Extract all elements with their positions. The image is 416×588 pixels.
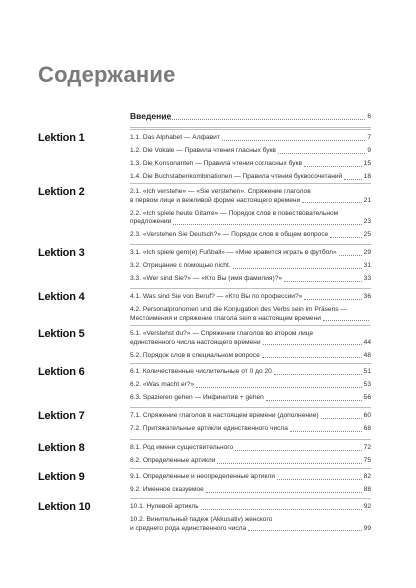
toc-entry[interactable]	[130, 352, 371, 361]
page-number: 21	[363, 196, 371, 204]
toc-entry[interactable]	[130, 134, 371, 143]
lesson-label: Lektion 7	[38, 410, 85, 422]
entry-text: 1.1. Das Alphabet — Алфавит	[130, 134, 220, 141]
page-number: 72	[363, 444, 371, 451]
entry-text: 4.2. Personalpronomen und die Konjugation des Verbs sein im Präsens —	[130, 306, 347, 313]
toc-entry[interactable]	[130, 412, 371, 421]
leader-dots	[330, 237, 361, 238]
toc-entry[interactable]	[130, 147, 371, 156]
section-divider	[130, 439, 371, 440]
entry-text: 2.1. «Ich verstehe» — «Sie verstehen». Спряжение глаголов	[130, 188, 311, 195]
leader-dots	[290, 431, 362, 432]
section-divider	[130, 288, 371, 289]
entry-text: 5.2. Порядок слов в специальном вопросе	[130, 351, 260, 359]
leader-dots	[248, 530, 361, 531]
toc-entry[interactable]	[130, 394, 371, 403]
toc-entry[interactable]	[130, 249, 371, 258]
page-number: 9	[367, 147, 371, 154]
leader-dots	[266, 400, 362, 401]
entry-text: 1.2. Die Vokale — Правила чтения гласных букв	[130, 147, 276, 154]
toc-entry[interactable]	[130, 425, 371, 434]
toc-entry[interactable]	[130, 160, 371, 169]
page-number: 7	[367, 134, 371, 141]
toc-entry[interactable]	[130, 368, 371, 377]
leader-dots	[339, 255, 362, 256]
page-number: 44	[363, 338, 371, 346]
leader-dots	[206, 492, 362, 493]
leader-dots	[222, 140, 365, 141]
toc-entry[interactable]	[130, 381, 371, 390]
section-divider	[130, 325, 371, 326]
leader-dots	[201, 509, 362, 510]
leader-dots	[196, 387, 361, 388]
leader-dots	[277, 479, 362, 480]
lesson-label: Lektion 3	[38, 247, 85, 259]
page-number: 18	[363, 173, 371, 180]
page-number: 92	[363, 503, 371, 510]
toc-entry[interactable]	[130, 275, 371, 284]
toc-entry[interactable]	[130, 262, 371, 271]
toc-entry[interactable]	[130, 473, 371, 482]
leader-dots	[262, 357, 362, 358]
leader-dots	[173, 224, 361, 225]
page-number: 31	[363, 262, 371, 269]
section-divider	[130, 498, 371, 499]
page-number: 51	[363, 368, 371, 375]
entry-text: 6.2. «Was macht er?»	[130, 381, 195, 388]
entry-text: 3.2. Отрицание с помощью nicht.	[130, 262, 231, 269]
page-number: 88	[363, 486, 371, 493]
entry-text: 8.1. Род имени существительного	[130, 444, 234, 451]
page-number: 75	[363, 457, 371, 464]
section-divider	[130, 129, 371, 130]
intro-label: Введение	[130, 111, 172, 121]
toc-entry[interactable]	[130, 516, 371, 533]
page-number: 15	[363, 160, 371, 167]
entry-text: 7.1. Спряжение глаголов в настоящем времени (дополнение)	[130, 412, 319, 419]
entry-text: 9.2. Именное сказуемое	[130, 486, 204, 493]
leader-dots	[274, 374, 362, 375]
lesson-label: Lektion 1	[38, 132, 85, 144]
page-number: 56	[363, 394, 371, 401]
entry-text: 4.1. Was sind Sie von Beruf? — «Кто Вы по профессии?»	[130, 293, 303, 300]
entry-text: 6.1. Количественные числительные от 0 до 20	[130, 368, 272, 375]
leader-dots	[235, 450, 361, 451]
toc-entry[interactable]	[130, 210, 371, 227]
entry-text: 6.3. Spazieren gehen — Инфинитив + gehen	[130, 394, 264, 401]
toc-entry[interactable]	[130, 231, 371, 240]
section-divider	[130, 127, 371, 128]
toc-entry[interactable]	[130, 330, 371, 347]
section-divider	[130, 183, 371, 184]
leader-dots	[233, 268, 362, 269]
page-number: 25	[363, 231, 371, 238]
entry-text: 10.1. Нулевой артикль	[130, 503, 199, 510]
leader-dots	[323, 320, 369, 321]
page-number: 60	[363, 412, 371, 419]
entry-text: 3.1. «Ich spiele gern(e) Fußball» — «Мне нравится играть в футбол»	[130, 249, 337, 256]
leader-dots	[304, 166, 362, 167]
entry-text: 1.4. Die Buchstabenkombinationen — Правила чтения буквосочетаний	[130, 173, 343, 180]
section-divider	[130, 468, 371, 469]
entry-text: 5.1. «Verstehst du?» — Спряжение глаголов во втором лице	[130, 330, 314, 337]
toc-entry[interactable]	[130, 293, 371, 302]
entry-text: 8.2. Определенные артикли	[130, 457, 216, 464]
page-number: 53	[363, 381, 371, 388]
lesson-label: Lektion 6	[38, 366, 85, 378]
entry-text: 3.3. «Wer sind Sie?» — «Кто Вы (имя фамилия)?»	[130, 275, 283, 282]
entry-text: 7.2. Притяжательные артикли единственного числа	[130, 425, 288, 432]
leader-dots	[344, 179, 361, 180]
entry-text: единственного числа настоящего времени	[130, 338, 261, 346]
entry-text: предложении	[130, 218, 172, 225]
leader-dots	[263, 344, 362, 345]
toc-entry[interactable]	[130, 173, 371, 182]
leader-dots	[284, 281, 362, 282]
page-number: 82	[363, 473, 371, 480]
section-divider	[130, 363, 371, 364]
section-divider	[130, 244, 371, 245]
lesson-label: Lektion 10	[38, 501, 91, 513]
leader-dots	[321, 418, 362, 419]
page-number: 68	[363, 425, 371, 432]
toc-entry[interactable]	[130, 444, 371, 453]
lesson-label: Lektion 9	[38, 471, 85, 483]
entry-text: 10.2. Винительный падеж (Akkusativ) женского	[130, 516, 273, 523]
entry-text: 9.1. Определенные и неопределенные артикли	[130, 473, 276, 480]
entry-text: 2.3. «Verstehen Sie Deutsch?» — Порядок слов в общем вопросе	[130, 231, 329, 238]
page-number: 36	[363, 293, 371, 300]
lesson-label: Lektion 4	[38, 291, 85, 303]
leader-dots	[278, 153, 365, 154]
page-number: 23	[363, 218, 371, 225]
page-number: 29	[363, 249, 371, 256]
page-number: 48	[363, 351, 371, 359]
page-number: 99	[363, 524, 371, 532]
toc-entry[interactable]	[130, 486, 371, 495]
page-number: 33	[363, 275, 371, 282]
leader-dots	[304, 299, 361, 300]
lesson-label: Lektion 2	[38, 186, 85, 198]
toc-entry[interactable]	[130, 457, 371, 466]
entry-text: и среднего рода единственного числа	[130, 524, 247, 532]
entry-text: 2.2. «Ich spiele heute Gitarre» — Порядок слов в повествовательном	[130, 209, 339, 217]
toc-entry[interactable]	[130, 306, 371, 323]
page-title: Содержание	[38, 62, 176, 87]
section-divider	[130, 407, 371, 408]
toc-entry[interactable]	[130, 188, 371, 205]
toc-entry[interactable]	[130, 503, 371, 512]
lesson-label: Lektion 5	[38, 328, 85, 340]
entry-text: Местоимения и спряжение глагола sein в настоящем времени	[130, 314, 321, 322]
lesson-label: Lektion 8	[38, 442, 85, 454]
leader-dots	[302, 202, 361, 203]
entry-text: 1.3. Die Konsonanten — Правила чтения согласных букв	[130, 160, 302, 167]
leader-dots	[217, 463, 361, 464]
entry-text: в первом лице и вежливой форме настоящего времени	[130, 196, 301, 204]
page-number: 6	[367, 113, 371, 120]
